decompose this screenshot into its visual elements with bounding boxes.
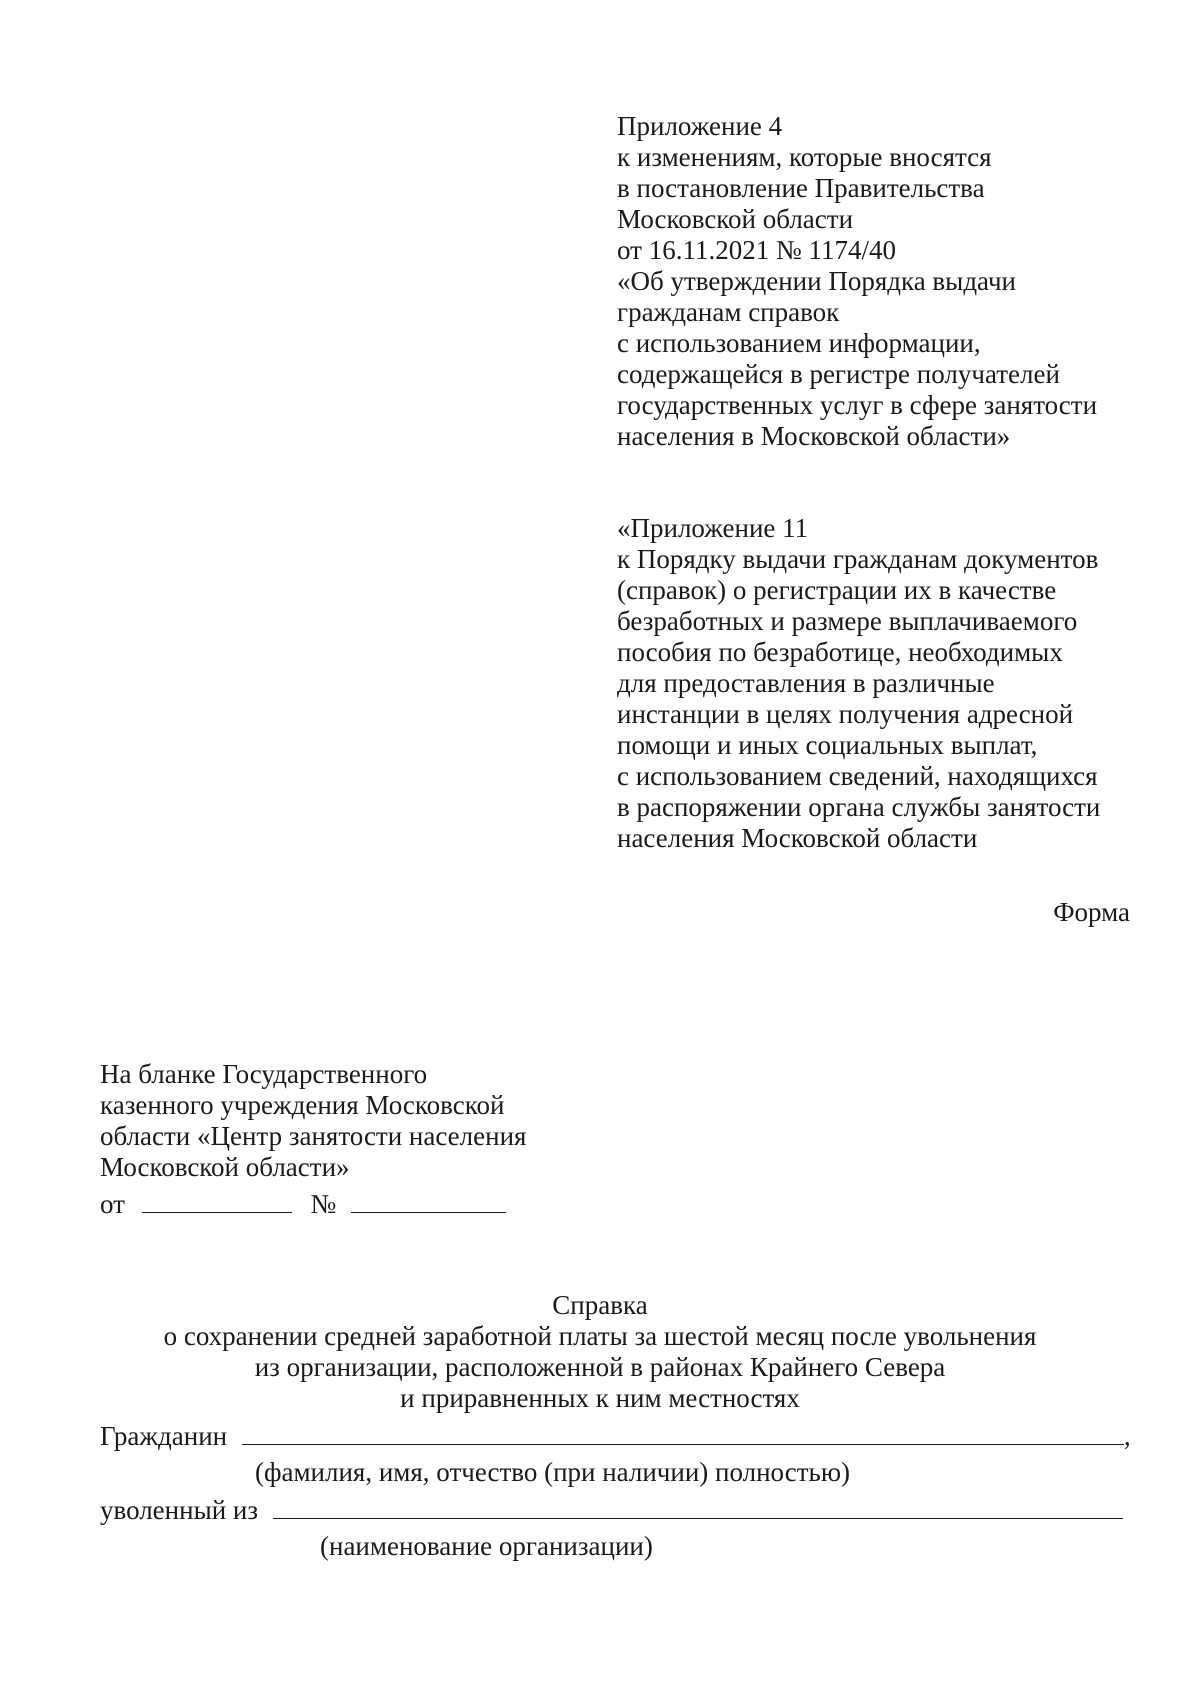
appendix-11-line: «Приложение 11 bbox=[617, 513, 809, 543]
appendix-4-line: населения в Московской области» bbox=[617, 421, 1011, 451]
organization-caption: (наименование организации) bbox=[320, 1531, 653, 1561]
citizen-name-blank bbox=[242, 1418, 1124, 1445]
date-blank bbox=[142, 1186, 292, 1213]
appendix-4-line: Московской области bbox=[617, 204, 854, 234]
letterhead-line: области «Центр занятости населения bbox=[100, 1121, 527, 1151]
dismissed-label: уволенный из bbox=[100, 1495, 259, 1525]
appendix-4-line: «Об утверждении Порядка выдачи bbox=[617, 266, 1016, 296]
appendix-11-line: к Порядку выдачи гражданам документов bbox=[617, 544, 1099, 574]
appendix-4-line: от 16.11.2021 № 1174/40 bbox=[617, 235, 896, 265]
appendix-11-line: пособия по безработице, необходимых bbox=[617, 637, 1063, 667]
appendix-11-line: помощи и иных социальных выплат, bbox=[617, 730, 1038, 760]
appendix-4-line: государственных услуг в сфере занятости bbox=[617, 390, 1098, 420]
citizen-comma: , bbox=[1123, 1421, 1131, 1451]
appendix-11-line: для предоставления в различные bbox=[617, 668, 995, 698]
certificate-title: Справка bbox=[552, 1290, 648, 1320]
letterhead-line: На бланке Государственного bbox=[100, 1059, 428, 1089]
citizen-row bbox=[100, 1418, 1131, 1452]
certificate-subtitle-line: о сохранении средней заработной платы за шестой месяц после увольнения bbox=[163, 1321, 1037, 1351]
appendix-4-line: содержащейся в регистре получателей bbox=[617, 359, 1060, 389]
appendix-11-line: инстанции в целях получения адресной bbox=[617, 699, 1074, 729]
date-label: от bbox=[100, 1189, 125, 1219]
appendix-11-line: в распоряжении органа службы занятости bbox=[617, 792, 1101, 822]
appendix-11-line: с использованием сведений, находящихся bbox=[617, 761, 1098, 791]
number-label: № bbox=[310, 1189, 337, 1219]
certificate-subtitle-line: и приравненных к ним местностях bbox=[400, 1383, 800, 1413]
letterhead-line: казенного учреждения Московской bbox=[100, 1090, 505, 1120]
letterhead-line: Московской области» bbox=[100, 1152, 350, 1182]
letterhead-date-row bbox=[100, 1186, 506, 1220]
citizen-name-caption: (фамилия, имя, отчество (при наличии) полностью) bbox=[255, 1457, 850, 1487]
dismissed-row bbox=[100, 1492, 1123, 1526]
organization-blank bbox=[273, 1492, 1123, 1519]
appendix-11-line: населения Московской области bbox=[617, 823, 978, 853]
appendix-4-line: Приложение 4 bbox=[617, 111, 783, 141]
appendix-4-line: с использованием информации, bbox=[617, 328, 981, 358]
form-label: Форма bbox=[1053, 897, 1130, 927]
appendix-11-line: (справок) о регистрации их в качестве bbox=[617, 575, 1057, 605]
appendix-4-line: в постановление Правительства bbox=[617, 173, 985, 203]
appendix-4-line: гражданам справок bbox=[617, 297, 840, 327]
citizen-label: Гражданин bbox=[100, 1421, 228, 1451]
appendix-11-line: безработных и размере выплачиваемого bbox=[617, 606, 1078, 636]
appendix-4-line: к изменениям, которые вносятся bbox=[617, 142, 992, 172]
number-blank bbox=[351, 1186, 506, 1213]
certificate-subtitle-line: из организации, расположенной в районах Крайнего Севера bbox=[254, 1352, 946, 1382]
